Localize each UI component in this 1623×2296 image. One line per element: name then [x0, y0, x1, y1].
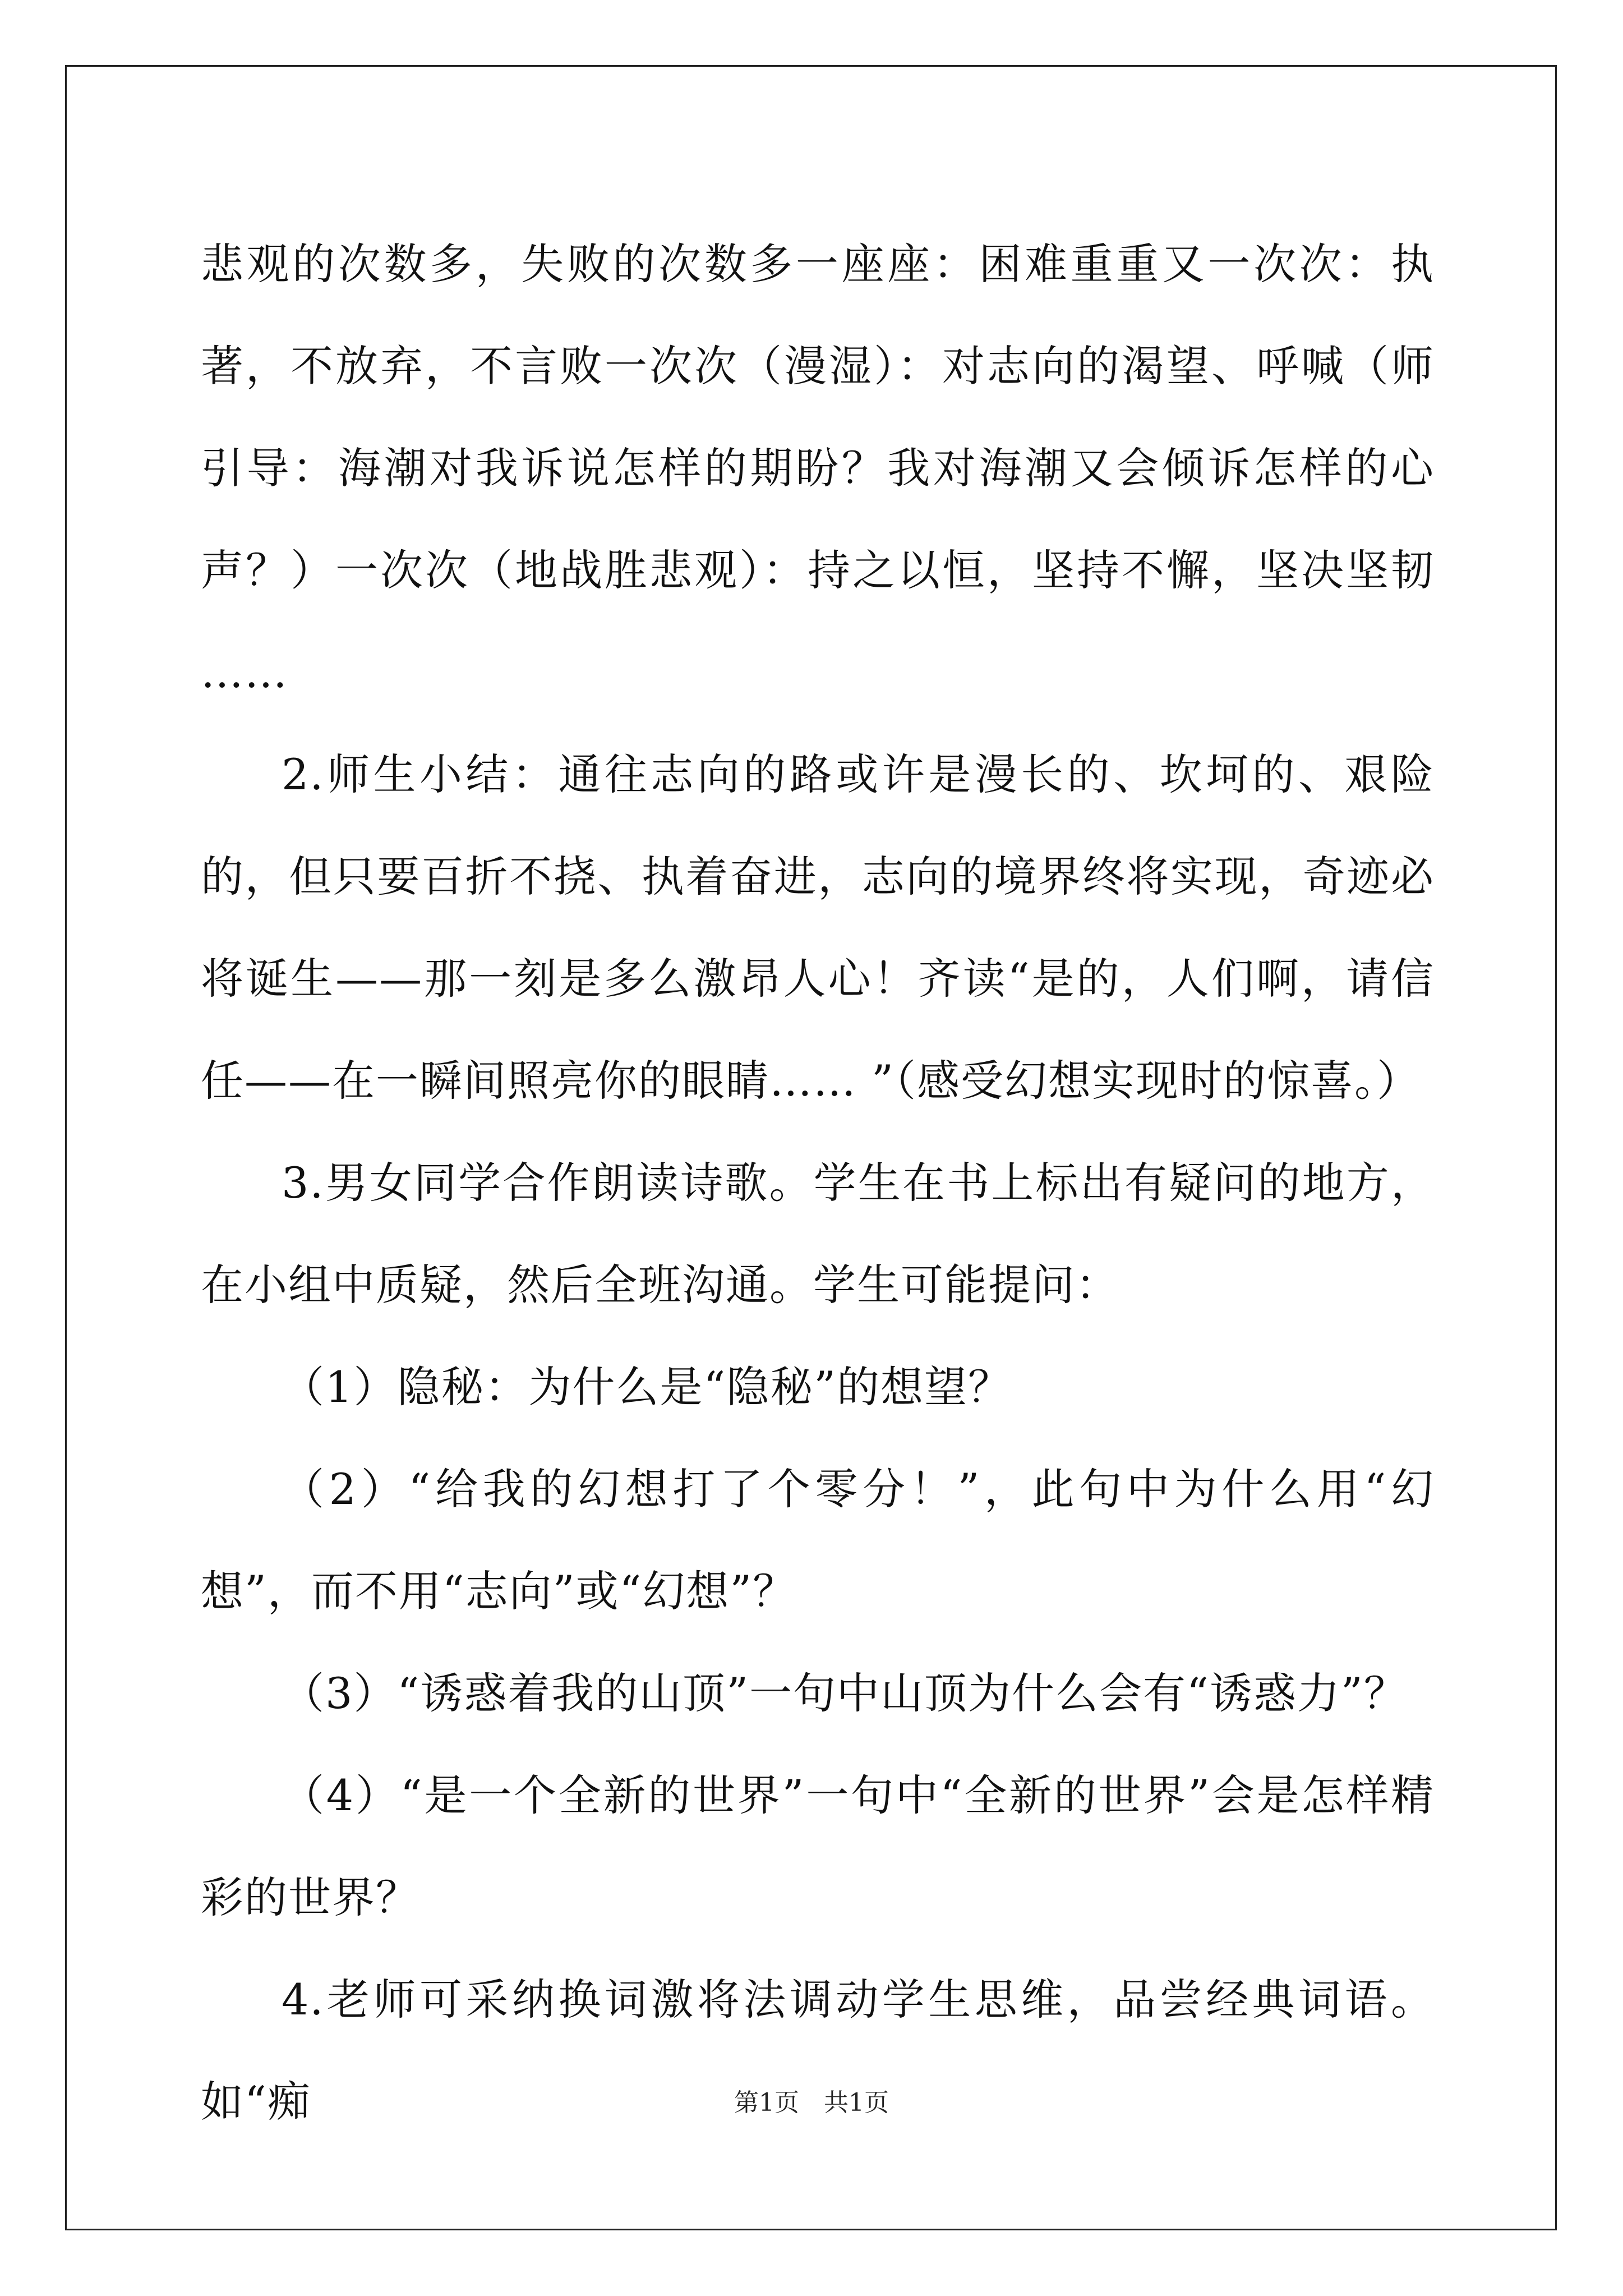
- paragraph-1: 悲观的次数多，失败的次数多一座座：困难重重又一次次：执著，不放弃，不言败一次次（漫湿）：对志向的渴望、呼喊（师引导：海潮对我诉说怎样的期盼？我对海潮又会倾诉怎样的心声？）一次次（地战胜悲观）：持之以恒，坚持不懈，坚决坚韧 ……: [201, 239, 1435, 697]
- paragraph-8: 4.老师可采纳换词激将法调动学生思维，品尝经典词语。如“痴: [201, 1975, 1435, 2127]
- paragraph-5: （2）“给我的幻想打了个零分！”，此句中为什么用“幻想”，而不用“志向”或“幻想”？: [201, 1464, 1435, 1616]
- paragraph-3: 3.男女同学合作朗读诗歌。学生在书上标出有疑问的地方，在小组中质疑，然后全班沟通。学生可能提问：: [201, 1158, 1435, 1310]
- page-footer: 第1页 共1页: [734, 2088, 889, 2117]
- paragraph-4: （1）隐秘：为什么是“隐秘”的想望？: [282, 1362, 1012, 1412]
- document-body: [201, 213, 1435, 2153]
- paragraph-7: （4）“是一个全新的世界”一句中“全新的世界”会是怎样精彩的世界？: [201, 1770, 1435, 1922]
- paragraph-2: 2.师生小结：通往志向的路或许是漫长的、坎坷的、艰险的，但只要百折不挠、执着奋进，志向的境界终将实现，奇迹必将诞生——那一刻是多么激昂人心！齐读“是的，人们啊，请信任——在一瞬间照亮你的眼睛…… ”（感受幻想实现时的惊喜。）: [201, 749, 1435, 1106]
- paragraph-6: （3）“诱惑着我的山顶”一句中山顶为什么会有“诱惑力”？: [282, 1668, 1408, 1718]
